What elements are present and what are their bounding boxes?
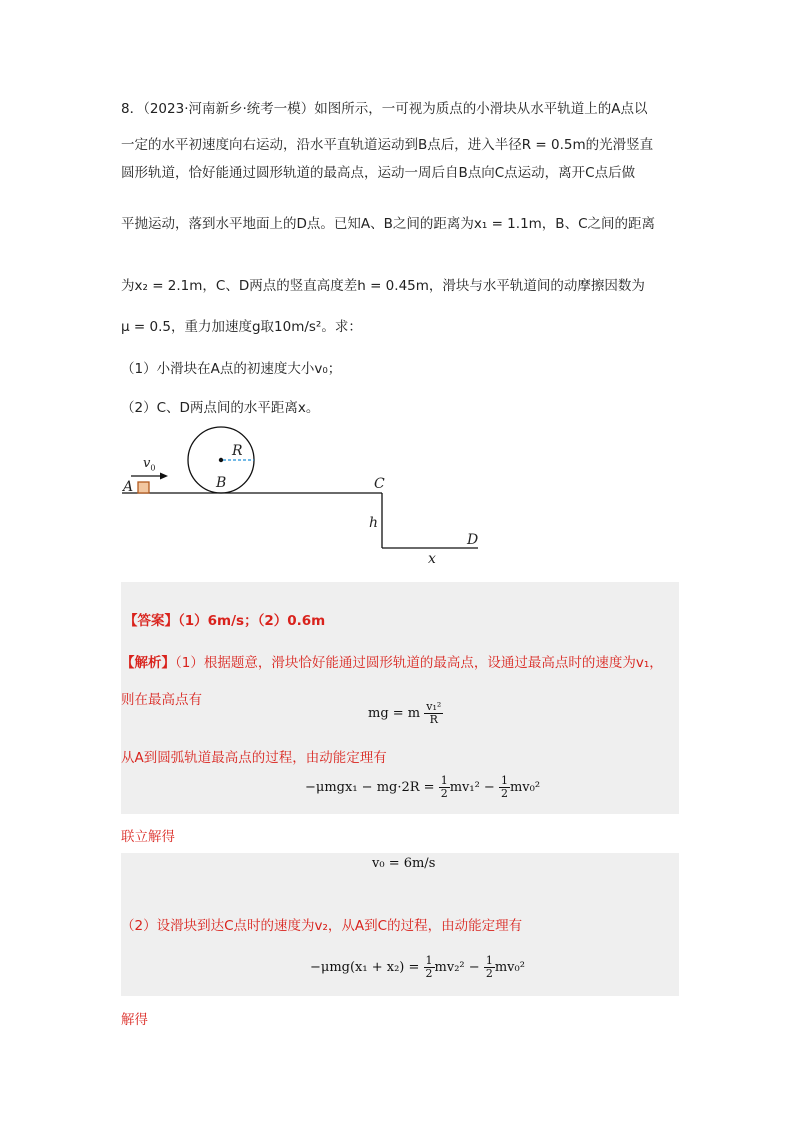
label-C: C [374, 476, 385, 492]
sub-question-2: （2）C、D两点间的水平距离x。 [121, 400, 320, 416]
question-line-3: 圆形轨道，恰好能通过圆形轨道的最高点，运动一周后自B点向C点运动，离开C点后做 [121, 165, 636, 181]
question-line-6: μ = 0.5，重力加速度g取10m/s²。求： [121, 319, 362, 335]
question-line-5: 为x₂ = 2.1m，C、D两点的竖直高度差h = 0.45m，滑块与水平轨道间的动摩擦因数为 [121, 278, 645, 294]
analysis-line-5: （2）设滑块到达C点时的速度为v₂，从A到C的过程，由动能定理有 [121, 918, 523, 934]
analysis-line-4: 联立解得 [121, 829, 175, 845]
answer-text: （1）6m/s；（2）0.6m [178, 613, 326, 629]
analysis-line-6: 解得 [121, 1012, 148, 1028]
answer-line [124, 611, 325, 631]
analysis-line-1 [121, 653, 663, 673]
equation-4: −μmg(x₁ + x₂) = $\frac{1}{2}$ mv₂² − $\frac{1}{2}$ mv₀² [310, 954, 525, 980]
label-D: D [467, 532, 479, 548]
label-x: x [428, 551, 436, 567]
sub-question-1: （1）小滑块在A点的初速度大小v₀； [121, 361, 342, 377]
analysis-text-1: （1）根据题意，滑块恰好能通过圆形轨道的最高点，设通过最高点时的速度为v₁， [175, 655, 663, 671]
label-h: h [369, 515, 379, 531]
question-line-2: 一定的水平初速度向右运动，沿水平直轨道运动到B点后，进入半径R = 0.5m的光滑竖直 [121, 137, 654, 153]
label-R: R [232, 443, 243, 459]
analysis-line-2: 则在最高点有 [121, 692, 202, 708]
question-line-1: 8．（2023·河南新乡·统考一模）如图所示，一可视为质点的小滑块从水平轨道上的A点以 [121, 101, 648, 117]
equation-1: mg = m $\frac{\text{v₁²}}{R}$ [368, 700, 442, 726]
slider-block [138, 482, 149, 493]
label-B: B [216, 475, 227, 491]
velocity-arrow-head [160, 473, 168, 480]
label-A: A [123, 479, 134, 495]
answer-tag: 【答案】 [124, 613, 178, 629]
analysis-line-3: 从A到圆弧轨道最高点的过程，由动能定理有 [121, 750, 387, 766]
analysis-tag: 【解析】 [121, 655, 175, 671]
label-v0: $v_0$ [143, 456, 156, 473]
equation-3: v₀ = 6m/s [372, 856, 436, 871]
track-lines [122, 427, 478, 548]
equation-2: −μmgx₁ − mg·2R = $\frac{1}{2}$ mv₁² − $\frac{1}{2}$ mv₀² [305, 774, 541, 800]
question-line-4: 平抛运动，落到水平地面上的D点。已知A、B之间的距离为x₁ = 1.1m，B、C之间的距离 [121, 216, 655, 232]
circle-center [219, 458, 223, 462]
